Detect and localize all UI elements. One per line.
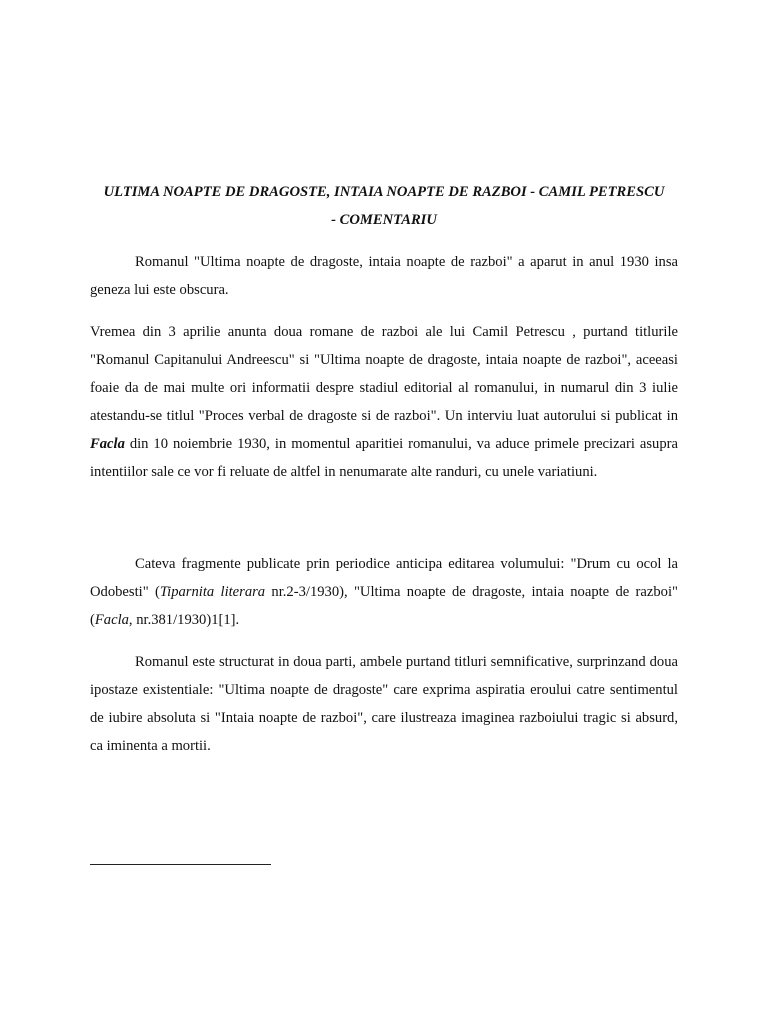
paragraph-3-text-c: , nr.381/1930)1[1]. — [128, 612, 240, 628]
paragraph-3-text-b: nr.2-3/1930), "Ultima noapte de dragoste, intaia noapte de razboi" ( — [90, 584, 678, 628]
facla-reference: Facla — [90, 436, 125, 452]
title-line-1: ULTIMA NOAPTE DE DRAGOSTE, INTAIA NOAPTE DE RAZBOI - CAMIL PETRESCU — [103, 184, 665, 200]
facla-reference-2: Facla — [94, 612, 129, 628]
title-line-2: - COMENTARIU — [331, 212, 437, 228]
footnote-divider — [90, 864, 271, 865]
paragraph-2 — [90, 318, 678, 486]
document-title — [90, 178, 678, 234]
paragraph-2-text-a: Vremea din 3 aprilie anunta doua romane de razboi ale lui Camil Petrescu , purtand titlurile "Romanul Capitanului Andreescu" si "Ultima noapte de dragoste, intaia noapte de razboi", aceeasi foaie da de mai multe ori informatii despre stadiul editorial al romanului, in numarul din 3 iulie atestandu-se titlul "Proces verbal de dragoste si de razboi". Un interviu luat autorului si publicat in — [90, 324, 678, 424]
paragraph-1: Romanul "Ultima noapte de dragoste, intaia noapte de razboi" a aparut in anul 1930 insa geneza lui este obscura. — [90, 254, 678, 298]
paragraph-4: Romanul este structurat in doua parti, ambele purtand titluri semnificative, surprinzand doua ipostaze existentiale: "Ultima noapte de dragoste" care exprima aspiratia eroului catre sentimentul de iubire absoluta si "Intaia noapte de razboi", care ilustreaza imaginea razboiului tragic si absurd, ca iminenta a mortii. — [90, 654, 678, 754]
paragraph-3-text-a: Cateva fragmente publicate prin periodice anticipa editarea volumului: "Drum cu ocol la Odobesti" ( — [90, 556, 678, 600]
tiparnita-reference: Tiparnita literara — [159, 584, 266, 600]
paragraph-2-text-b: din 10 noiembrie 1930, in momentul aparitiei romanului, va aduce primele precizari asupra intentiilor sale ce vor fi reluate de altfel in nenumarate alte randuri, cu unele variatiuni. — [90, 436, 678, 480]
paragraph-3 — [90, 550, 678, 634]
